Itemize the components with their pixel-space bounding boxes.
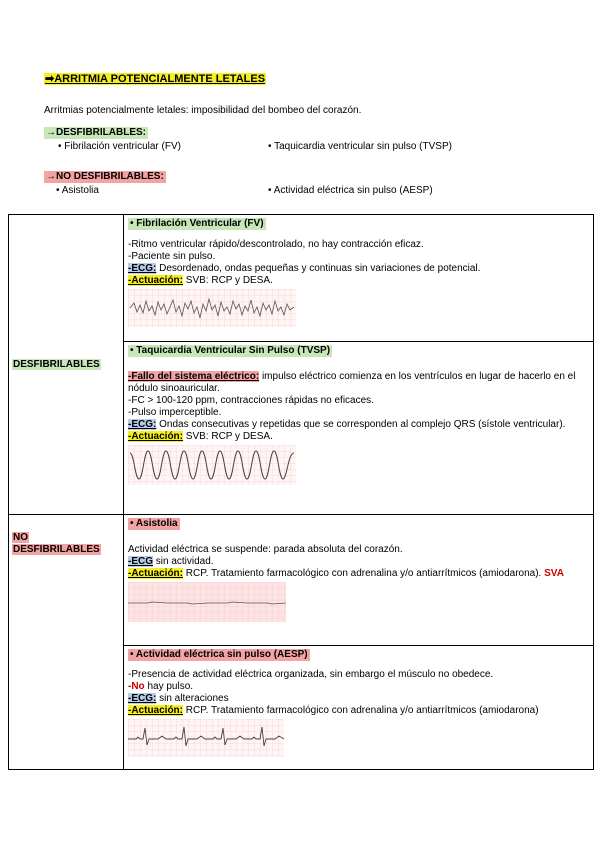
aesp-list-item: • Actividad eléctrica sin pulso (AESP): [268, 185, 433, 196]
asistolia-ecg-label: -ECG: [128, 556, 153, 567]
aesp-act-label: -Actuación:: [128, 705, 183, 716]
tvsp-ecg-strip: [128, 445, 296, 485]
fv-heading: • Fibrilación Ventricular (FV): [130, 218, 264, 229]
fv-line1: -Ritmo ventricular rápido/descontrolado, no hay contracción eficaz.: [128, 239, 424, 250]
fv-cell: [124, 215, 594, 342]
fv-act-label: -Actuación:: [128, 275, 183, 286]
tvsp-fallo-label: -Fallo del sistema eléctrico:: [128, 371, 260, 382]
tvsp-cell: [124, 342, 594, 515]
no-desfibrilables-row-label: [9, 515, 124, 770]
aesp-line1: -Presencia de actividad eléctrica organizada, sin embargo el músculo no obedece.: [128, 669, 494, 680]
asistolia-act-label: -Actuación:: [128, 568, 183, 579]
aesp-ecg-strip: [128, 719, 284, 757]
row-label-desfibrilables: DESFIBRILABLES: [13, 358, 100, 370]
tvsp-act-text: SVB: RCP y DESA.: [183, 431, 273, 442]
desfibrilables-label: →DESFIBRILABLES:: [46, 127, 146, 138]
fv-act-text: SVB: RCP y DESA.: [183, 275, 273, 286]
aesp-ecg-text: sin alteraciones: [156, 693, 229, 704]
aesp-ecg-label: -ECG:: [128, 693, 157, 704]
tvsp-list-item: • Taquicardia ventricular sin pulso (TVSP): [268, 141, 452, 152]
tvsp-fallo-text: impulso eléctrico comienza en los ventrículos en lugar de hacerlo en el nódulo sinoauricular.: [128, 371, 576, 394]
row-label-no-desfibrilables: DESFIBRILABLES: [13, 544, 100, 555]
tvsp-line2: -FC > 100-120 ppm, contracciones rápidas no eficaces.: [128, 395, 374, 406]
desfibrilables-row-label: [9, 215, 124, 515]
row-label-no: NO: [13, 532, 28, 543]
sva-label: SVA: [544, 568, 564, 579]
page-title: ➡ARRITMIA POTENCIALMENTE LETALES: [45, 73, 266, 85]
aesp-cell: [124, 646, 594, 770]
fv-list-item: • Fibrilación ventricular (FV): [58, 141, 181, 152]
fv-ecg-strip: [128, 289, 296, 327]
fv-ecg-text: Desordenado, ondas pequeñas y continuas sin variaciones de potencial.: [156, 263, 481, 274]
tvsp-ecg-text: Ondas consecutivas y repetidas que se corresponden al complejo QRS (sístole ventricular).: [156, 419, 566, 430]
intro-text: Arritmias potencialmente letales: imposibilidad del bombeo del corazón.: [44, 105, 362, 116]
fv-ecg-label: -ECG:: [128, 263, 157, 274]
tvsp-ecg-label: -ECG:: [128, 419, 157, 430]
asistolia-cell: [124, 515, 594, 646]
asistolia-ecg-strip: [128, 582, 286, 622]
asistolia-list-item: • Asistolia: [56, 185, 99, 196]
asistolia-act-text: RCP. Tratamiento farmacológico con adrenalina y/o antiarrítmicos (amiodarona).: [183, 568, 542, 579]
aesp-no-prefix: -No: [128, 681, 145, 692]
tvsp-line3: -Pulso imperceptible.: [128, 407, 222, 418]
asistolia-ecg-text: sin actividad.: [153, 556, 214, 567]
arrhythmia-table: [8, 214, 594, 770]
tvsp-heading: • Taquicardia Ventricular Sin Pulso (TVSP): [130, 345, 331, 356]
asistolia-line1: Actividad eléctrica se suspende: parada absoluta del corazón.: [128, 544, 403, 555]
aesp-heading: • Actividad eléctrica sin pulso (AESP): [130, 649, 308, 660]
no-desfibrilables-label: →NO DESFIBRILABLES:: [46, 171, 164, 182]
fv-line2: -Paciente sin pulso.: [128, 251, 216, 262]
asistolia-heading: • Asistolia: [130, 518, 178, 529]
tvsp-act-label: -Actuación:: [128, 431, 183, 442]
aesp-act-text: RCP. Tratamiento farmacológico con adrenalina y/o antiarrítmicos (amiodarona): [183, 705, 539, 716]
aesp-no-text: hay pulso.: [144, 681, 194, 692]
